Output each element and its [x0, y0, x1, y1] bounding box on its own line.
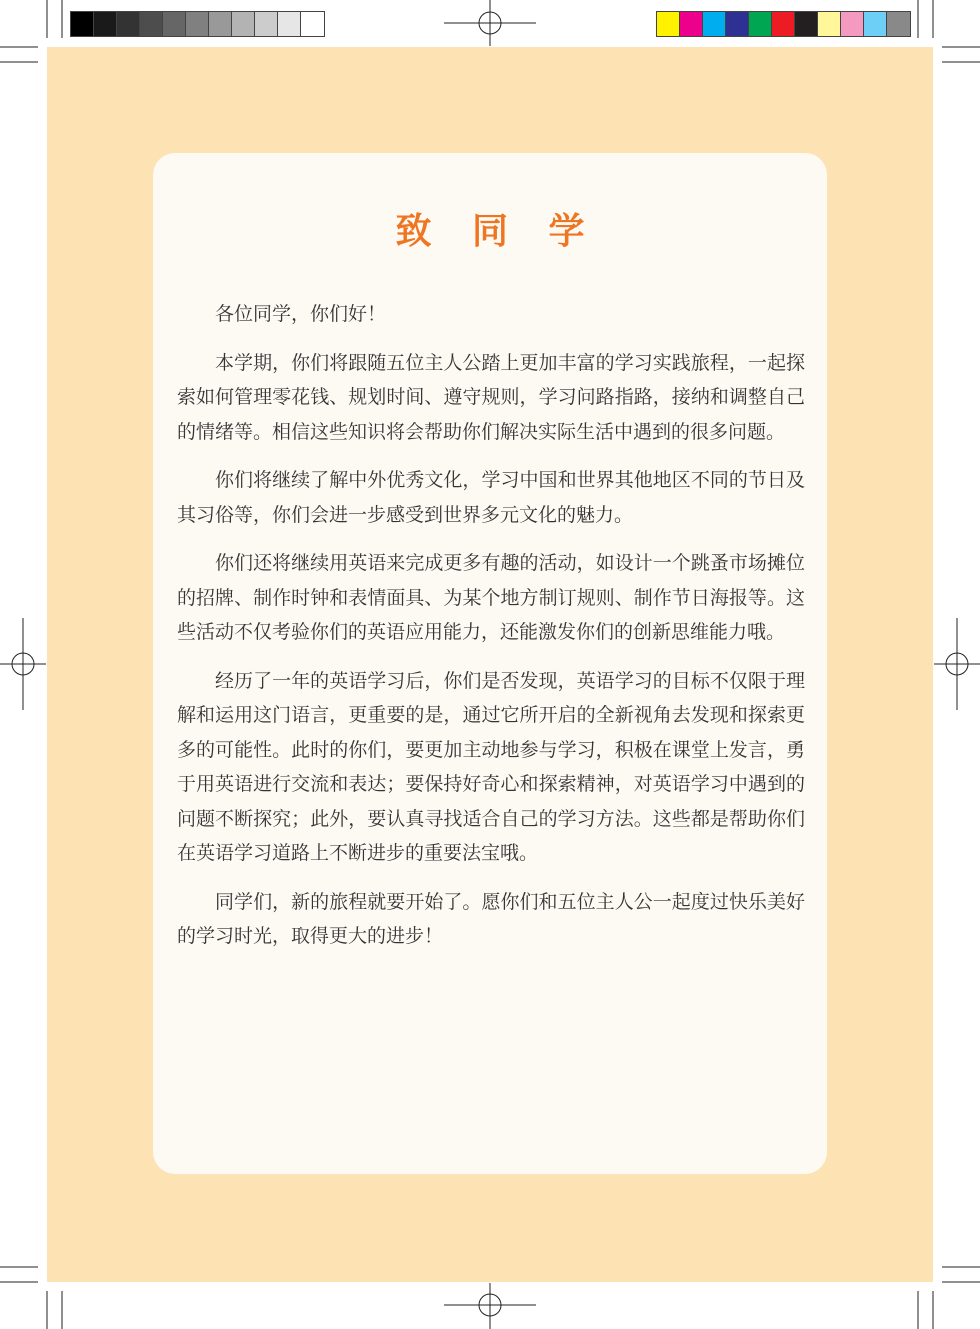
- letter-body: [177, 297, 805, 968]
- paragraph-2: 你们将继续了解中外优秀文化，学习中国和世界其他地区不同的节日及其习俗等，你们会进一步感受到世界多元文化的魅力。: [177, 469, 805, 526]
- paragraph-1: 本学期，你们将跟随五位主人公踏上更加丰富的学习实践旅程，一起探索如何管理零花钱、规划时间、遵守规则，学习问路指路，接纳和调整自己的情绪等。相信这些知识将会帮助你们解决实际生活中遇到的很多问题。: [177, 351, 805, 443]
- page-title: 致 同 学: [395, 211, 599, 252]
- paragraph-3: 你们还将继续用英语来完成更多有趣的活动，如设计一个跳蚤市场摊位的招牌、制作时钟和表情面具、为某个地方制订规则、制作节日海报等。这些活动不仅考验你们的英语应用能力，还能激发你们的创新思维能力哦。: [177, 552, 805, 643]
- paragraph-5: 同学们，新的旅程就要开始了。愿你们和五位主人公一起度过快乐美好的学习时光，取得更大的进步！: [177, 890, 805, 947]
- greeting: 各位同学，你们好！: [215, 303, 387, 325]
- paragraph-4: 经历了一年的英语学习后，你们是否发现，英语学习的目标不仅限于理解和运用这门语言，更重要的是，通过它所开启的全新视角去发现和探索更多的可能性。此时的你们，要更加主动地参与学习，积极在课堂上发言，勇于用英语进行交流和表达；要保持好奇心和探索精神，对英语学习中遇到的问题不断探究；此外，要认真寻找适合自己的学习方法。这些都是帮助你们在英语学习道路上不断进步的重要法宝哦。: [177, 669, 805, 864]
